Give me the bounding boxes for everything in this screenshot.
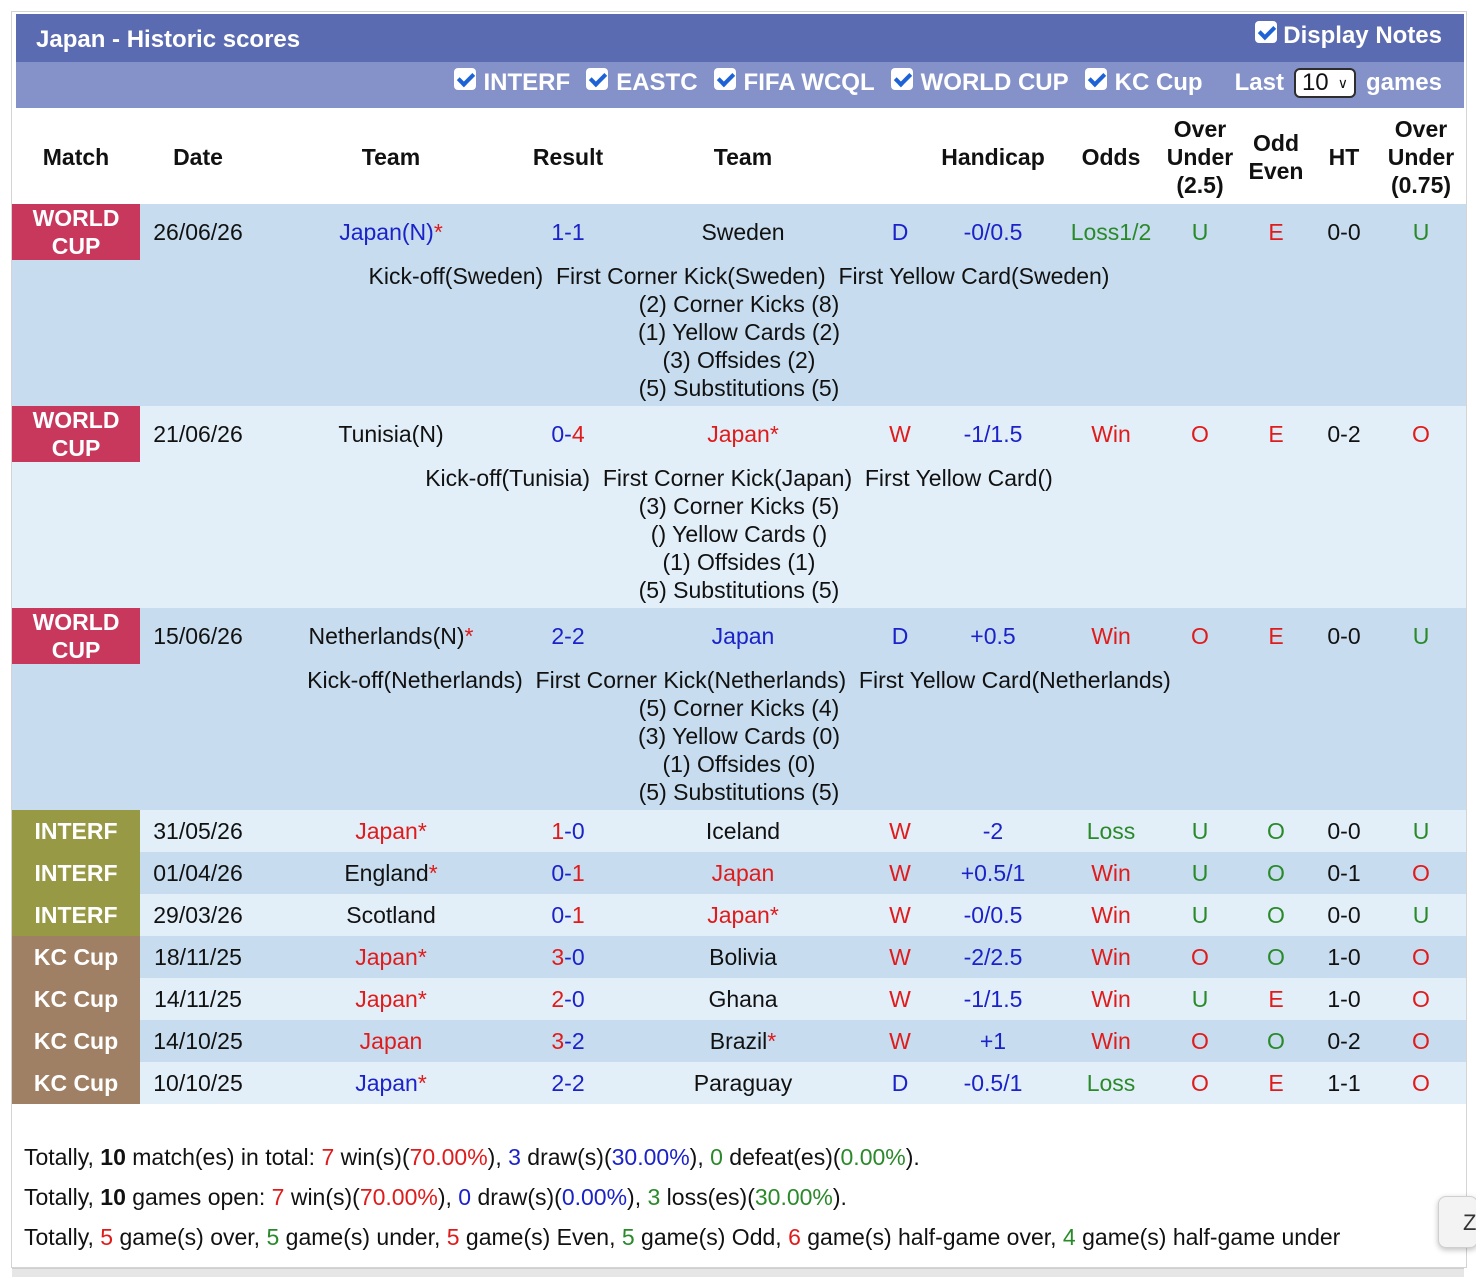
team-away: [610, 810, 876, 852]
filter-eastc[interactable]: EASTC: [586, 69, 697, 97]
half-time-score: 0-2: [1312, 1020, 1376, 1062]
match-date: 15/06/26: [140, 608, 256, 664]
half-time-score: 0-2: [1312, 406, 1376, 462]
over-under-value: U: [1160, 810, 1240, 852]
team-home-name[interactable]: England: [344, 859, 429, 886]
match-notes-row: [12, 462, 1466, 608]
over-under-value: O: [1160, 608, 1240, 664]
team-home-name[interactable]: Japan: [339, 218, 402, 245]
match-type-badge[interactable]: KC Cup: [12, 1062, 140, 1104]
odd-even-value: O: [1240, 1020, 1312, 1062]
match-outcome: D: [876, 1062, 924, 1104]
handicap-value[interactable]: -0.5/1: [924, 1062, 1062, 1104]
handicap-value[interactable]: -1/1.5: [924, 978, 1062, 1020]
match-notes-row: [12, 260, 1466, 406]
team-home: Japan(N)*: [256, 204, 526, 260]
summary-goals: Totally, 5 game(s) over, 5 game(s) under, 5 game(s) Even, 5 game(s) Odd, 6 game(s) half-game over, 4 game(s) half-game under: [24, 1224, 1341, 1250]
match-notes: Kick-off(Sweden) First Corner Kick(Sweden) First Yellow Card(Sweden) (2) Corner Kicks (8) (1) Yellow Cards (2) (3) Offsides (2) (5) Substitutions (5): [12, 260, 1466, 406]
half-time-score: 0-0: [1312, 608, 1376, 664]
match-outcome: W: [876, 978, 924, 1020]
team-home-name[interactable]: Netherlands: [308, 622, 433, 649]
team-home: [256, 936, 526, 978]
match-type-badge[interactable]: WORLD CUP: [12, 608, 140, 664]
odd-even-value: E: [1240, 204, 1312, 260]
title-bar: [16, 14, 1464, 62]
games-count-select[interactable]: 10 ∨: [1294, 68, 1356, 98]
half-time-score: 1-0: [1312, 936, 1376, 978]
team-away: [610, 1020, 876, 1062]
table-row: [12, 204, 1466, 260]
half-time-score: 0-1: [1312, 852, 1376, 894]
odd-even-value: O: [1240, 936, 1312, 978]
star-icon: *: [428, 859, 438, 886]
last-label: Last: [1234, 69, 1284, 96]
star-icon: *: [417, 817, 427, 844]
summary-handicap: Totally, 10 games open: 7 win(s)(70.00%), 0 draw(s)(0.00%), 3 loss(es)(30.00%).: [24, 1184, 847, 1210]
odd-even-value: O: [1240, 894, 1312, 936]
match-type-badge[interactable]: WORLD CUP: [12, 406, 140, 462]
match-result[interactable]: 2-2: [526, 1062, 610, 1104]
over-under-value: U: [1160, 204, 1240, 260]
star-icon: *: [417, 1069, 427, 1096]
over-under-value: O: [1160, 406, 1240, 462]
filter-kc-cup[interactable]: KC Cup: [1085, 69, 1203, 97]
star-icon: *: [417, 985, 427, 1012]
team-away-name[interactable]: Paraguay: [693, 1069, 793, 1096]
team-home: [256, 852, 526, 894]
half-time-score: 1-0: [1312, 978, 1376, 1020]
match-type-badge[interactable]: KC Cup: [12, 936, 140, 978]
handicap-value[interactable]: -0/0.5: [924, 204, 1062, 260]
match-outcome: D: [876, 204, 924, 260]
match-outcome: W: [876, 406, 924, 462]
star-icon: *: [767, 1027, 777, 1054]
odds-result: Win: [1062, 936, 1160, 978]
team-away-name[interactable]: Bolivia: [709, 943, 777, 970]
table-row: [12, 1020, 1466, 1062]
table-row: [12, 852, 1466, 894]
match-date: 10/10/25: [140, 1062, 256, 1104]
match-type-badge[interactable]: KC Cup: [12, 978, 140, 1020]
odd-even-value: O: [1240, 852, 1312, 894]
table-row: [12, 978, 1466, 1020]
team-away-name[interactable]: Japan: [707, 420, 770, 447]
col-ht: HT: [1312, 110, 1376, 204]
col-result: Result: [526, 110, 610, 204]
over-under-075-value: O: [1376, 1020, 1466, 1062]
checkbox-icon[interactable]: [454, 68, 476, 90]
odd-even-value: E: [1240, 1062, 1312, 1104]
over-under-075-value: U: [1376, 810, 1466, 852]
team-home: Tunisia(N): [256, 406, 526, 462]
col-outcome: [876, 110, 924, 204]
match-result[interactable]: 2-2: [526, 608, 610, 664]
star-icon: *: [433, 218, 443, 245]
handicap-value[interactable]: -1/1.5: [924, 406, 1062, 462]
games-label: games: [1365, 69, 1442, 96]
table-row: [12, 894, 1466, 936]
team-away: [610, 936, 876, 978]
team-away: [610, 406, 876, 462]
odds-result: Win: [1062, 978, 1160, 1020]
match-outcome: W: [876, 894, 924, 936]
team-away-name[interactable]: Sweden: [701, 218, 785, 245]
star-icon: *: [417, 943, 427, 970]
odds-result: Win: [1062, 608, 1160, 664]
match-outcome: W: [876, 852, 924, 894]
summary-results: Totally, 10 match(es) in total: 7 win(s)(70.00%), 3 draw(s)(30.00%), 0 defeat(es)(0.00%).: [24, 1144, 920, 1170]
scores-table: [12, 110, 1466, 1104]
star-icon: *: [769, 420, 779, 447]
col-match: Match: [12, 110, 140, 204]
team-home: [256, 810, 526, 852]
match-result[interactable]: 0-1: [526, 852, 610, 894]
match-result[interactable]: 0-1: [526, 894, 610, 936]
table-row: [12, 936, 1466, 978]
match-outcome: W: [876, 936, 924, 978]
team-home: [256, 1020, 526, 1062]
over-under-value: O: [1160, 1062, 1240, 1104]
half-time-score: 1-1: [1312, 1062, 1376, 1104]
over-under-value: U: [1160, 978, 1240, 1020]
filter-interf[interactable]: INTERF: [454, 69, 571, 97]
match-date: 14/10/25: [140, 1020, 256, 1062]
match-date: 18/11/25: [140, 936, 256, 978]
star-icon: *: [769, 901, 779, 928]
match-date: 29/03/26: [140, 894, 256, 936]
team-away-name[interactable]: Iceland: [705, 817, 781, 844]
match-date: 21/06/26: [140, 406, 256, 462]
match-result[interactable]: 0-4: [526, 406, 610, 462]
col-date: Date: [140, 110, 256, 204]
over-under-075-value: U: [1376, 608, 1466, 664]
team-home-name[interactable]: Japan: [355, 943, 418, 970]
team-home-name[interactable]: Japan: [355, 1069, 418, 1096]
handicap-value[interactable]: -0/0.5: [924, 894, 1062, 936]
team-away: [610, 204, 876, 260]
over-under-value: U: [1160, 852, 1240, 894]
over-under-075-value: O: [1376, 978, 1466, 1020]
team-away: [610, 1062, 876, 1104]
odds-result: Loss: [1062, 810, 1160, 852]
col-over-under: Over Under (2.5): [1160, 110, 1240, 204]
handicap-value[interactable]: -2: [924, 810, 1062, 852]
filter-fifa-wcql[interactable]: FIFA WCQL: [714, 69, 875, 97]
col-handicap: Handicap: [924, 110, 1062, 204]
odds-result: Win: [1062, 894, 1160, 936]
match-notes: Kick-off(Tunisia) First Corner Kick(Japan) First Yellow Card() (3) Corner Kicks (5) () Yellow Cards () (1) Offsides (1) (5) Substitutions (5): [12, 462, 1466, 608]
col-odds: Odds: [1062, 110, 1160, 204]
odd-even-value: E: [1240, 608, 1312, 664]
team-away: [610, 608, 876, 664]
match-result[interactable]: 1-1: [526, 204, 610, 260]
handicap-value[interactable]: +1: [924, 1020, 1062, 1062]
col-team-home: Team: [256, 110, 526, 204]
filter-bar: [16, 62, 1464, 108]
match-notes-row: [12, 664, 1466, 810]
odd-even-value: E: [1240, 978, 1312, 1020]
team-home: [256, 1062, 526, 1104]
checkbox-icon[interactable]: [1085, 68, 1107, 90]
side-tab-button[interactable]: Z: [1438, 1196, 1476, 1248]
match-result[interactable]: 3-2: [526, 1020, 610, 1062]
filter-world-cup[interactable]: WORLD CUP: [891, 69, 1069, 97]
odds-result: Loss: [1062, 1062, 1160, 1104]
over-under-value: O: [1160, 936, 1240, 978]
table-header: [12, 110, 1466, 204]
team-home-name[interactable]: Scotland: [346, 901, 436, 928]
half-time-score: 0-0: [1312, 810, 1376, 852]
odds-result: Win: [1062, 1020, 1160, 1062]
checkbox-icon[interactable]: [891, 68, 913, 90]
team-away-name[interactable]: Japan: [707, 901, 770, 928]
over-under-075-value: U: [1376, 894, 1466, 936]
team-away-name[interactable]: Ghana: [708, 985, 778, 1012]
col-over-under-075: Over Under (0.75): [1376, 110, 1466, 204]
display-notes-checkbox[interactable]: [1255, 21, 1277, 43]
page-title: Japan - Historic scores: [36, 26, 301, 53]
match-type-badge[interactable]: INTERF: [12, 852, 140, 894]
table-row: [12, 608, 1466, 664]
team-home-name[interactable]: Japan: [359, 1027, 423, 1054]
odd-even-value: O: [1240, 810, 1312, 852]
match-date: 31/05/26: [140, 810, 256, 852]
team-away: [610, 894, 876, 936]
over-under-075-value: U: [1376, 204, 1466, 260]
half-time-score: 0-0: [1312, 894, 1376, 936]
match-date: 01/04/26: [140, 852, 256, 894]
col-team-away: Team: [610, 110, 876, 204]
match-type-badge[interactable]: INTERF: [12, 894, 140, 936]
team-home-name[interactable]: Japan: [355, 817, 418, 844]
team-away-name[interactable]: Japan: [711, 622, 775, 649]
match-date: 14/11/25: [140, 978, 256, 1020]
team-home-name[interactable]: Tunisia: [338, 420, 412, 447]
match-outcome: W: [876, 810, 924, 852]
star-icon: *: [464, 622, 474, 649]
odds-result: Win: [1062, 852, 1160, 894]
match-result[interactable]: 2-0: [526, 978, 610, 1020]
over-under-value: O: [1160, 1020, 1240, 1062]
team-home: [256, 894, 526, 936]
match-date: 26/06/26: [140, 204, 256, 260]
display-notes-label: Display Notes: [1283, 22, 1442, 49]
display-notes-toggle[interactable]: [1255, 22, 1442, 50]
over-under-075-value: O: [1376, 1062, 1466, 1104]
match-type-badge[interactable]: WORLD CUP: [12, 204, 140, 260]
over-under-075-value: O: [1376, 936, 1466, 978]
col-odd-even: Odd Even: [1240, 110, 1312, 204]
handicap-value[interactable]: +0.5: [924, 608, 1062, 664]
match-result[interactable]: 3-0: [526, 936, 610, 978]
match-result[interactable]: 1-0: [526, 810, 610, 852]
team-away-name[interactable]: Japan: [711, 859, 775, 886]
over-under-value: U: [1160, 894, 1240, 936]
table-row: [12, 810, 1466, 852]
match-outcome: D: [876, 608, 924, 664]
match-notes: Kick-off(Netherlands) First Corner Kick(Netherlands) First Yellow Card(Netherlands) (5) Corner Kicks (4) (3) Yellow Cards (0) (1) Offsides (0) (5) Substitutions (5): [12, 664, 1466, 810]
team-home: [256, 978, 526, 1020]
over-under-075-value: O: [1376, 852, 1466, 894]
over-under-075-value: O: [1376, 406, 1466, 462]
team-away: [610, 978, 876, 1020]
checkbox-icon[interactable]: [586, 68, 608, 90]
odds-result: Win: [1062, 406, 1160, 462]
chevron-down-icon: ∨: [1337, 74, 1348, 91]
half-time-score: 0-0: [1312, 204, 1376, 260]
team-home: Netherlands(N)*: [256, 608, 526, 664]
odds-result: Loss1/2: [1062, 204, 1160, 260]
handicap-value[interactable]: +0.5/1: [924, 852, 1062, 894]
checkbox-icon[interactable]: [714, 68, 736, 90]
table-row: [12, 406, 1466, 462]
match-type-badge[interactable]: INTERF: [12, 810, 140, 852]
handicap-value[interactable]: -2/2.5: [924, 936, 1062, 978]
odd-even-value: E: [1240, 406, 1312, 462]
team-home-name[interactable]: Japan: [355, 985, 418, 1012]
team-away-name[interactable]: Brazil: [709, 1027, 768, 1054]
table-row: [12, 1062, 1466, 1104]
match-type-badge[interactable]: KC Cup: [12, 1020, 140, 1062]
match-outcome: W: [876, 1020, 924, 1062]
team-away: [610, 852, 876, 894]
